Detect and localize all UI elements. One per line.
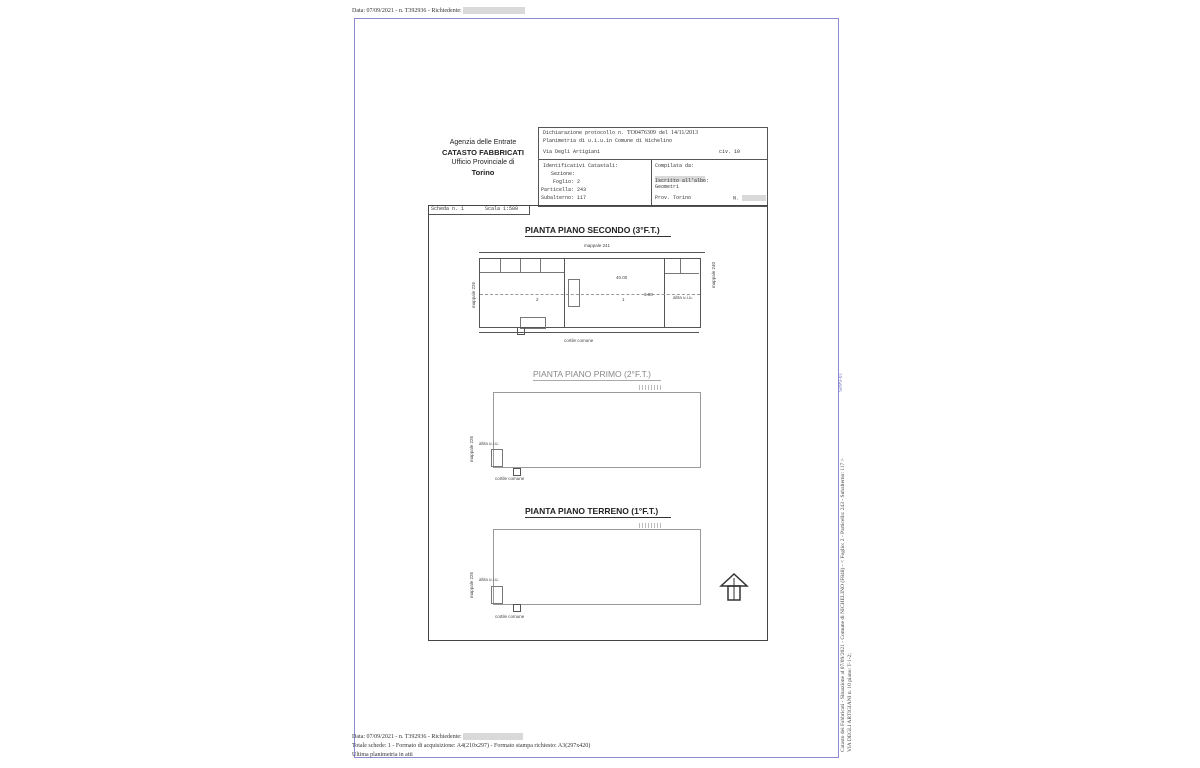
footer-line3: Ultima planimetria in atti bbox=[352, 752, 413, 758]
room-2-label: 2 bbox=[536, 297, 539, 302]
mappale-right-label: mappale 240 bbox=[711, 261, 716, 288]
agency-block bbox=[428, 138, 538, 178]
top-header bbox=[352, 7, 525, 15]
foglio-value: Foglio: 2 bbox=[553, 179, 581, 185]
cortile-label: cortile comune bbox=[564, 338, 594, 343]
dimension-label: 3.00 bbox=[644, 292, 653, 297]
albo-value: Geometri bbox=[655, 184, 680, 190]
side-text-line2: VIA DEGLI ARTIGIANI n. 10 piano: T-1-2; bbox=[847, 653, 853, 752]
dichiarazione-label: Dichiarazione protocollo n. bbox=[543, 130, 625, 136]
side-mark: SPP9-01 bbox=[838, 372, 844, 392]
address-street: Via Degli Artigiani bbox=[543, 149, 601, 155]
mappale-top-label: mappale 241 bbox=[584, 243, 611, 248]
mappale-left-label: mappale 226 bbox=[469, 435, 474, 462]
dimension-label: 40.00 bbox=[616, 275, 628, 280]
altra-uiu-label: altra u.i.u. bbox=[479, 577, 499, 582]
cortile-label: cortile comune bbox=[495, 614, 525, 619]
info-box bbox=[538, 127, 768, 207]
plan-terreno-outline bbox=[493, 529, 701, 605]
n-label: N. bbox=[733, 195, 740, 202]
side-text-line1: Catasto dei Fabbricati - Situazione al 07/09/2021 - Comune di NICHELINO (F848) - < Foglio: 2 - Particella: 243 - Subalterno: 117 > bbox=[840, 458, 846, 752]
del-label: del bbox=[658, 130, 668, 136]
cortile-label: cortile comune bbox=[495, 476, 525, 481]
plan-terreno-title: PIANTA PIANO TERRENO (1°F.T.) bbox=[525, 506, 659, 516]
plan-secondo-outline bbox=[479, 258, 701, 328]
catasto-title: CATASTO FABBRICATI bbox=[442, 148, 524, 157]
drawing-sheet bbox=[428, 205, 768, 641]
plan-primo-title: PIANTA PIANO PRIMO (2°F.T.) bbox=[533, 369, 652, 379]
plan-primo-outline bbox=[493, 392, 701, 468]
protocol-number: TO0476309 bbox=[627, 130, 656, 136]
iscritto-label: Iscritto all'albo: bbox=[655, 178, 710, 184]
redacted-box bbox=[463, 733, 523, 740]
address-civic: civ. 10 bbox=[719, 149, 741, 155]
prov-value: Prov. Torino bbox=[655, 195, 692, 201]
particella-value: Particella: 243 bbox=[541, 187, 587, 193]
sezione-label: Sezione: bbox=[551, 171, 576, 177]
north-arrow-icon bbox=[719, 572, 749, 604]
ufficio-label: Ufficio Provinciale di bbox=[451, 159, 515, 166]
plan-secondo-title: PIANTA PIANO SECONDO (3°F.T.) bbox=[525, 225, 660, 235]
altra-uiu-label: altra u.i.u. bbox=[479, 441, 499, 446]
identificativi-label: Identificativi Catastali: bbox=[543, 163, 619, 169]
subalterno-value: Subalterno: 117 bbox=[541, 195, 587, 201]
scheda-label: Scheda n. 1 bbox=[431, 206, 465, 212]
agency-name: Agenzia delle Entrate bbox=[449, 139, 517, 146]
altra-uiu-label: altra u.i.u. bbox=[673, 295, 693, 300]
room-1-label: 1 bbox=[622, 297, 625, 302]
top-header-text: Data: 07/09/2021 - n. T392936 - Richiedente: bbox=[352, 7, 462, 14]
scale-label: Scala 1:500 bbox=[485, 206, 519, 212]
redacted-box bbox=[742, 195, 766, 201]
compilata-label: Compilata da: bbox=[655, 163, 695, 169]
planimetria-label: Planimetria di u.i.u.in Comune di Nichelino bbox=[543, 138, 673, 144]
protocol-date: 14/11/2013 bbox=[670, 130, 699, 136]
footer-line1: Data: 07/09/2021 - n. T392936 - Richiedente: bbox=[352, 733, 462, 740]
mappale-left-label: mappale 226 bbox=[471, 281, 476, 308]
footer-line2: Totale schede: 1 - Formato di acquisizione: A4(210x297) - Formato stampa richiesto: A3(297x420) bbox=[352, 743, 591, 749]
redacted-box bbox=[463, 7, 525, 14]
mappale-left-label: mappale 226 bbox=[469, 571, 474, 598]
city-name: Torino bbox=[471, 168, 495, 177]
